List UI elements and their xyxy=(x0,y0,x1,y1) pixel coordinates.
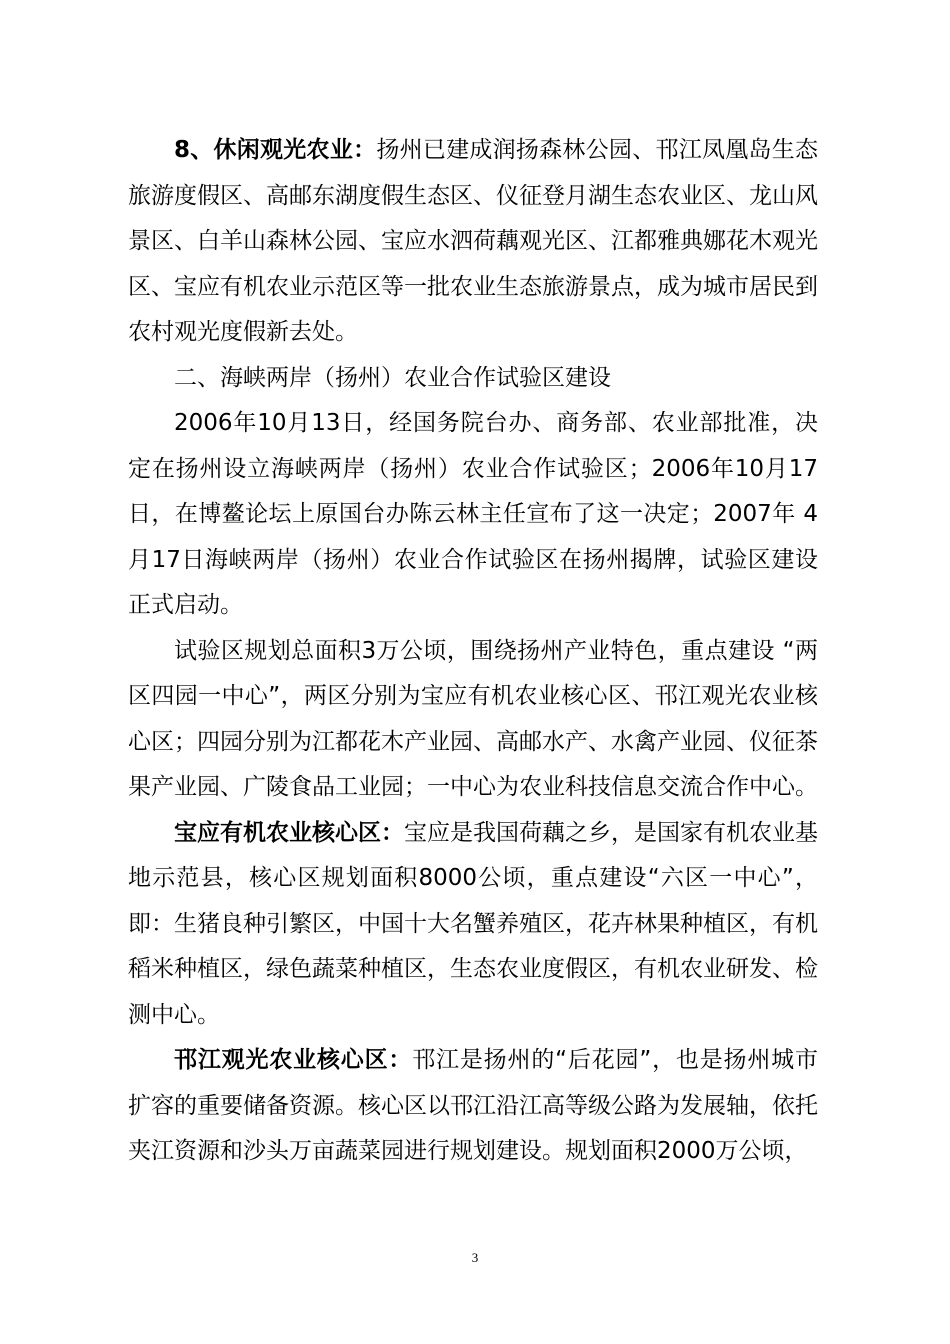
paragraph-text: 2006年10月13日，经国务院台办、商务部、农业部批准，决定在扬州设立海峡两岸（扬州）农业合作试验区；2006年10月17日，在博鳌论坛上原国台办陈云林主任宣布了这一决定；2007年 4月17日海峡两岸（扬州）农业合作试验区在扬州揭牌，试验区建设正式启动。 xyxy=(128,410,818,618)
paragraph-lead: 宝应有机农业核心区： xyxy=(174,819,404,846)
paragraph-leisure-agriculture xyxy=(128,128,818,356)
page-number: 3 xyxy=(471,1250,479,1265)
paragraph-text: 邗江是扬州的“后花园”，也是扬州城市扩容的重要储备资源。核心区以邗江沿江高等级公路为发展轴，依托夹江资源和沙头万亩蔬菜园进行规划建设。规划面积2000万公顷， xyxy=(128,1047,819,1164)
paragraph-lead: 8、休闲观光农业： xyxy=(174,137,377,163)
paragraph-text: 扬州已建成润扬森林公园、邗江凤凰岛生态旅游度假区、高邮东湖度假生态区、仪征登月湖生态农业区、龙山风景区、白羊山森林公园、宝应水泗荷藕观光区、江都雅典娜花木观光区、宝应有机农业示范区等一批农业生态旅游景点，成为城市居民到农村观光度假新去处。 xyxy=(128,137,819,345)
paragraph-hanjiang-core xyxy=(128,1038,818,1175)
paragraph-zone-planning xyxy=(128,629,818,811)
document-body xyxy=(128,128,818,1175)
paragraph-text: 试验区规划总面积3万公顷，围绕扬州产业特色，重点建设 “两区四园一中心”，两区分别为宝应有机农业核心区、邗江观光农业核心区；四园分别为江都花木产业园、高邮水产、水禽产业园、仪征茶果产业园、广陵食品工业园；一中心为农业科技信息交流合作中心。 xyxy=(128,637,818,800)
section-heading xyxy=(128,356,818,402)
paragraph-lead: 邗江观光农业核心区： xyxy=(174,1047,413,1073)
paragraph-text: 宝应是我国荷藕之乡，是国家有机农业基地示范县，核心区规划面积8000公顷，重点建设“六区一中心”，即：生猪良种引繁区，中国十大名蟹养殖区，花卉林果种植区，有机稻米种植区，绿色蔬菜种植区，生态农业度假区，有机农业研发、检测中心。 xyxy=(128,819,818,1028)
paragraph-zone-approval xyxy=(128,401,818,629)
paragraph-baoying-core xyxy=(128,811,818,1039)
section-heading-text: 二、海峡两岸（扬州）农业合作试验区建设 xyxy=(174,364,611,391)
